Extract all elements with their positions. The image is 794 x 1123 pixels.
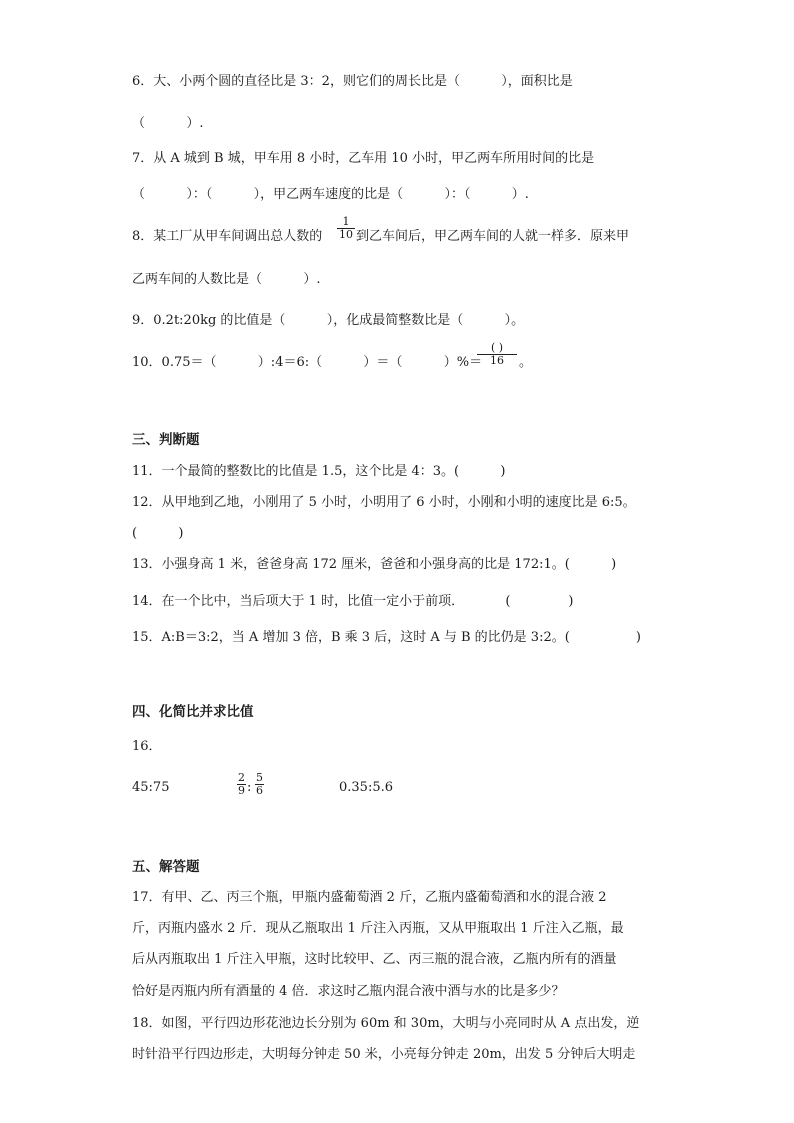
question-8-line-2: 乙两车间的人数比是（ ）.	[132, 272, 321, 287]
question-8-fraction	[337, 216, 355, 241]
question-17-line-1: 17．有甲、乙、丙三个瓶，甲瓶内盛葡萄酒 2 斤，乙瓶内盛葡萄酒和水的混合液 2	[132, 890, 607, 905]
question-8-prefix: 8．某工厂从甲车间调出总人数的	[132, 229, 323, 244]
fraction-numerator: ( )	[490, 341, 504, 354]
question-14: 14．在一个比中，当后项大于 1 时，比值一定小于前项． ( )	[132, 594, 574, 609]
question-10-suffix: 。	[519, 355, 533, 370]
question-9: 9．0.2t:20kg 的比值是（ ），化成最简整数比是（ ）。	[132, 313, 525, 328]
fraction-denominator: 10	[339, 228, 353, 241]
fraction-denominator: 9	[238, 784, 245, 797]
question-16-item-2-fraction-2	[255, 772, 264, 797]
question-10-prefix: 10．0.75＝（ ）:4＝6:（ ）＝（ ）%＝	[132, 355, 483, 370]
question-18-line-1: 18．如图，平行四边形花池边长分别为 60m 和 30m，大明与小亮同时从 A 点出发，逆	[132, 1016, 640, 1031]
question-10-fraction	[477, 342, 517, 367]
section-5-title: 五、解答题	[132, 859, 200, 875]
section-4-title: 四、化简比并求比值	[132, 704, 254, 720]
question-16-item-2-fraction-1	[237, 772, 246, 797]
question-15: 15．A:B＝3:2，当 A 增加 3 倍，B 乘 3 后，这时 A 与 B 的比仍是 3:2。( )	[132, 630, 641, 645]
question-17-line-2: 斤，丙瓶内盛水 2 斤．现从乙瓶取出 1 斤注入丙瓶，又从甲瓶取出 1 斤注入乙瓶，最	[132, 921, 624, 936]
question-11: 11．一个最简的整数比的比值是 1.5，这个比是 4：3。( )	[132, 464, 506, 479]
question-12-line-2: ( )	[132, 526, 184, 541]
fraction-denominator: 16	[490, 354, 504, 367]
question-16-item-2-colon: :	[247, 780, 252, 795]
question-13: 13．小强身高 1 米，爸爸身高 172 厘米，爸爸和小强身高的比是 172:1。( )	[132, 557, 617, 572]
question-6-line-2: （ ）.	[132, 116, 204, 131]
fraction-numerator: 1	[342, 215, 350, 228]
question-16-number: 16．	[132, 739, 162, 754]
question-16-item-1: 45:75	[132, 780, 170, 795]
question-16-item-3: 0.35:5.6	[339, 780, 393, 795]
question-7-line-1: 7．从 A 城到 B 城，甲车用 8 小时，乙车用 10 小时，甲乙两车所用时间的比是	[132, 151, 595, 166]
question-7-line-2: （ ）：（ ），甲乙两车速度的比是（ ）：（ ）.	[132, 187, 529, 202]
question-6-line-1: 6．大、小两个圆的直径比是 3：2，则它们的周长比是（ ），面积比是	[132, 74, 573, 89]
fraction-denominator: 6	[256, 784, 263, 797]
question-17-line-3: 后从丙瓶取出 1 斤注入甲瓶，这时比较甲、乙、丙三瓶的混合液，乙瓶内所有的酒量	[132, 952, 617, 967]
question-17-line-4: 恰好是丙瓶内所有酒量的 4 倍．求这时乙瓶内混合液中酒与水的比是多少？	[132, 984, 565, 999]
question-12-line-1: 12．从甲地到乙地，小刚用了 5 小时，小明用了 6 小时，小刚和小明的速度比是 6:5。	[132, 495, 636, 510]
question-18-line-2: 时针沿平行四边形走，大明每分钟走 50 米，小亮每分钟走 20m，出发 5 分钟后大明走	[132, 1047, 636, 1062]
question-8-suffix: 到乙车间后，甲乙两车间的人就一样多．原来甲	[356, 229, 630, 244]
section-3-title: 三、判断题	[132, 432, 200, 448]
fraction-numerator: 2	[238, 771, 245, 784]
fraction-numerator: 5	[256, 771, 263, 784]
